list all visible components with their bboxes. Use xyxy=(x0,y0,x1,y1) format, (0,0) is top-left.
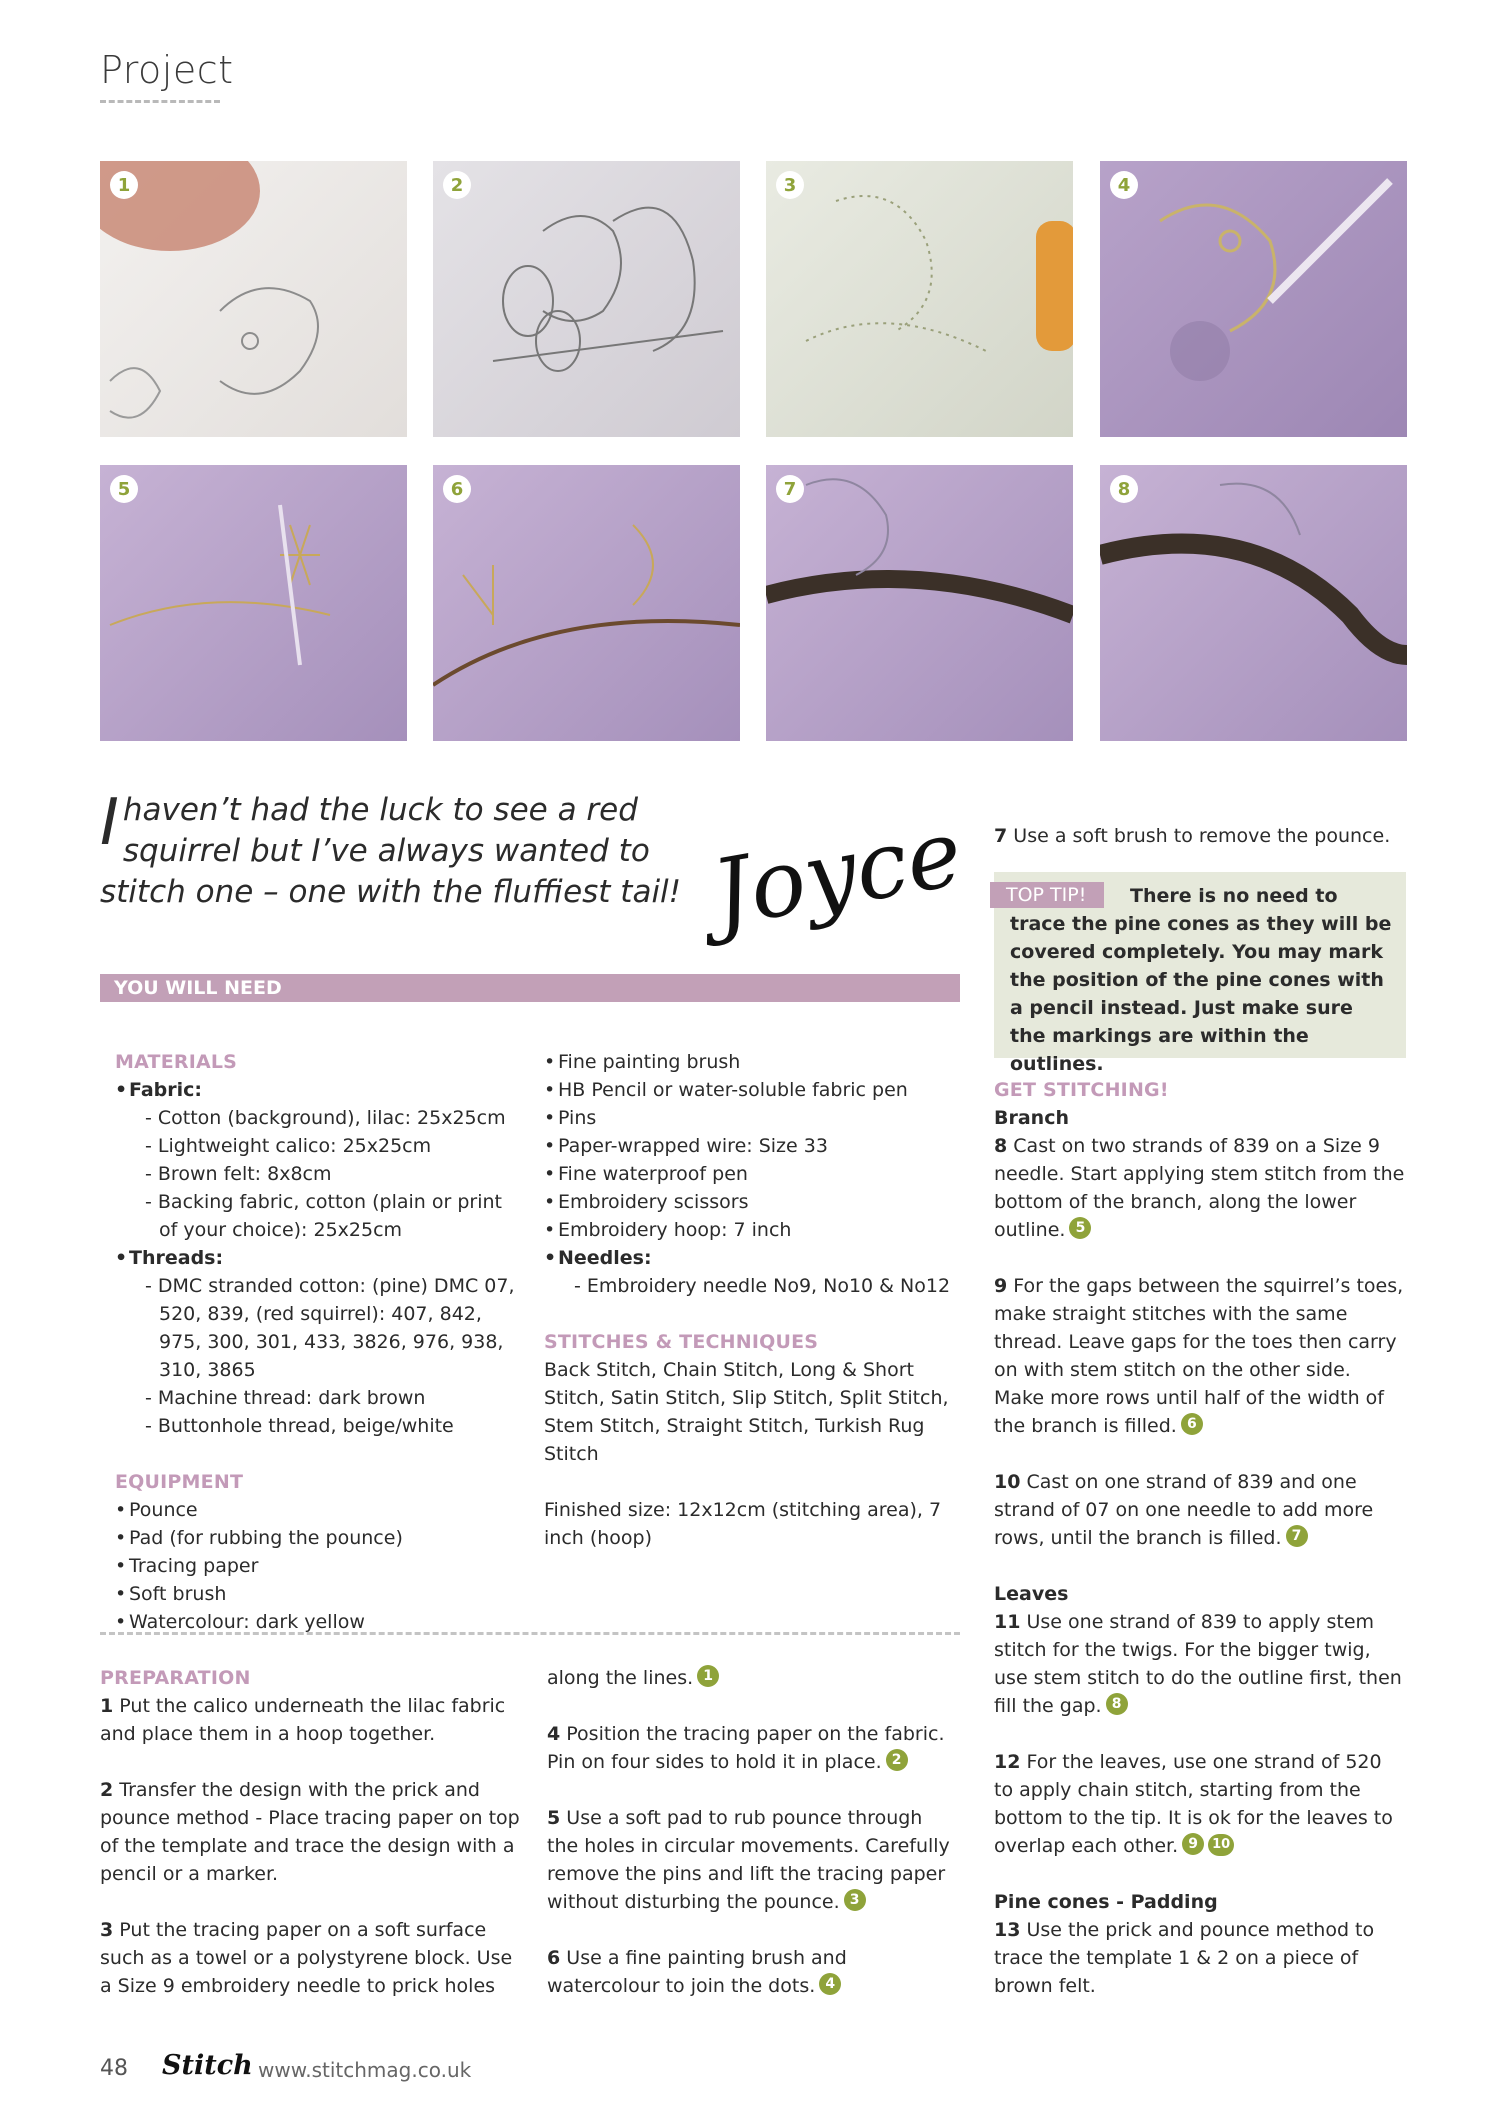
photo-ref-badge: 7 xyxy=(1286,1525,1308,1547)
designer-signature: Joyce xyxy=(704,799,970,948)
top-tip-box xyxy=(994,872,1406,1075)
top-tip-label: TOP TIP! xyxy=(990,882,1104,908)
equipment-item: • Soft brush xyxy=(115,1580,525,1608)
equipment-heading: EQUIPMENT xyxy=(115,1471,244,1493)
tool-item: • Fine waterproof pen xyxy=(544,1160,954,1188)
step-11: 11 Use one strand of 839 to apply stem stitch for the twigs. For the bigger twig, use stem stitch to do the outline first, then fill the gap. 8 xyxy=(994,1611,1402,1717)
leaves-subheading: Leaves xyxy=(994,1583,1069,1605)
stitches-heading: STITCHES & TECHNIQUES xyxy=(544,1331,819,1353)
tool-item: • Embroidery hoop: 7 inch xyxy=(544,1216,954,1244)
preparation-column-2 xyxy=(547,1664,957,2028)
needle-item: - Embroidery needle No9, No10 & No12 xyxy=(574,1275,951,1297)
intro-text: haven’t had the luck to see a red squirrel but I’ve always wanted to stitch one – one with the fluffiest tail! xyxy=(100,792,682,910)
photo-ref-badge: 5 xyxy=(1069,1217,1091,1239)
threads-label: • Threads: xyxy=(115,1244,525,1272)
step-2: 2 Transfer the design with the prick and pounce method - Place tracing paper on top of the template and trace the design with a pencil or a marker. xyxy=(100,1779,520,1885)
photo-illustration-6 xyxy=(433,465,740,741)
photo-ref-badge: 6 xyxy=(1181,1413,1203,1435)
step-3-continued: along the lines. 1 xyxy=(547,1664,957,1692)
magazine-logo: Stitch xyxy=(162,2050,253,2081)
photo-illustration-8 xyxy=(1100,465,1407,741)
fabric-item: - Cotton (background), lilac: 25x25cm xyxy=(145,1107,506,1129)
equipment-item: • Tracing paper xyxy=(115,1552,525,1580)
top-tip-text: There is no need to trace the pine cones as they will be covered completely. You may mark the position of the pine cones with a pencil instead. Just make sure the markings are within the outlines. xyxy=(1010,885,1392,1075)
photo-illustration-5 xyxy=(100,465,407,741)
thread-item: - Machine thread: dark brown xyxy=(145,1387,426,1409)
photo-ref-badge: 9 xyxy=(1182,1833,1204,1855)
tools-column xyxy=(544,1048,954,1552)
photo-number-badge: 7 xyxy=(776,475,804,503)
photo-number-badge: 1 xyxy=(110,171,138,199)
photo-ref-badge: 2 xyxy=(886,1749,908,1771)
step-10: 10 Cast on one strand of 839 and one strand of 07 on one needle to add more rows, until the branch is filled. 7 xyxy=(994,1471,1374,1549)
step-6: 6 Use a fine painting brush and watercolour to join the dots. 4 xyxy=(547,1947,847,1997)
photo-illustration-2 xyxy=(433,161,740,437)
pine-cones-subheading: Pine cones - Padding xyxy=(994,1891,1218,1913)
photo-illustration-4 xyxy=(1100,161,1407,437)
equipment-item: • Watercolour: dark yellow xyxy=(115,1608,525,1636)
tool-item: • Fine painting brush xyxy=(544,1048,954,1076)
photo-number-badge: 4 xyxy=(1110,171,1138,199)
finished-size: Finished size: 12x12cm (stitching area), 7 inch (hoop) xyxy=(544,1499,942,1549)
section-divider xyxy=(100,100,220,103)
step-1: 1 Put the calico underneath the lilac fabric and place them in a hoop together. xyxy=(100,1695,506,1745)
step-12: 12 For the leaves, use one strand of 520 to apply chain stitch, starting from the bottom to the tip. It is ok for the leaves to overlap each other. 9 10 xyxy=(994,1751,1393,1857)
step-7: 7 Use a soft brush to remove the pounce. xyxy=(994,825,1391,847)
footer-url[interactable]: www.stitchmag.co.uk xyxy=(258,2058,472,2082)
tool-item: • HB Pencil or water-soluble fabric pen xyxy=(544,1076,954,1104)
preparation-heading: PREPARATION xyxy=(100,1667,251,1689)
materials-column xyxy=(115,1048,525,1636)
photo-illustration-1 xyxy=(100,161,407,437)
intro-quote xyxy=(100,786,720,913)
step-4: 4 Position the tracing paper on the fabric. Pin on four sides to hold it in place. 2 xyxy=(547,1723,945,1773)
equipment-item: • Pounce xyxy=(115,1496,525,1524)
get-stitching-heading: GET STITCHING! xyxy=(994,1079,1169,1101)
photo-number-badge: 6 xyxy=(443,475,471,503)
step-photo-8 xyxy=(1100,465,1407,741)
equipment-item: • Pad (for rubbing the pounce) xyxy=(115,1524,525,1552)
stitching-column xyxy=(994,1076,1406,2028)
photo-number-badge: 8 xyxy=(1110,475,1138,503)
you-will-need-banner: YOU WILL NEED xyxy=(100,974,960,1002)
step-9: 9 For the gaps between the squirrel’s toes, make straight stitches with the same thread. Leave gaps for the toes then carry on with stem stitch on the other side. Make more rows until half of the width of the branch is filled. 6 xyxy=(994,1275,1404,1437)
photo-ref-badge: 3 xyxy=(844,1889,866,1911)
photo-number-badge: 2 xyxy=(443,171,471,199)
fabric-item: - Lightweight calico: 25x25cm xyxy=(145,1135,432,1157)
photo-ref-badge: 4 xyxy=(819,1973,841,1995)
thread-item: - Buttonhole thread, beige/white xyxy=(145,1415,454,1437)
fabric-item: - Brown felt: 8x8cm xyxy=(145,1163,332,1185)
page-number: 48 xyxy=(100,2056,128,2081)
step-photo-5 xyxy=(100,465,407,741)
intro-dropcap: I xyxy=(100,786,119,860)
step-photo-3 xyxy=(766,161,1073,437)
step-8: 8 Cast on two strands of 839 on a Size 9 needle. Start applying stem stitch from the bottom of the branch, along the lower outline. 5 xyxy=(994,1135,1405,1241)
step-13: 13 Use the prick and pounce method to trace the template 1 & 2 on a piece of brown felt. xyxy=(994,1919,1375,1997)
step-photo-7 xyxy=(766,465,1073,741)
section-label: Project xyxy=(100,48,234,92)
fabric-item: - Backing fabric, cotton (plain or print of your choice): 25x25cm xyxy=(145,1191,503,1241)
materials-heading: MATERIALS xyxy=(115,1051,238,1073)
stitches-list: Back Stitch, Chain Stitch, Long & Short Stitch, Satin Stitch, Slip Stitch, Split Stitch, Stem Stitch, Straight Stitch, Turkish Rug Stitch xyxy=(544,1359,949,1465)
photo-ref-badge: 1 xyxy=(697,1665,719,1687)
photo-ref-badge: 10 xyxy=(1208,1834,1234,1856)
tool-item: • Embroidery scissors xyxy=(544,1188,954,1216)
step-photo-1 xyxy=(100,161,407,437)
step-photo-6 xyxy=(433,465,740,741)
branch-subheading: Branch xyxy=(994,1107,1069,1129)
section-divider xyxy=(100,1632,960,1635)
step-3: 3 Put the tracing paper on a soft surface such as a towel or a polystyrene block. Use a Size 9 embroidery needle to prick holes xyxy=(100,1919,513,1997)
fabric-label: • Fabric: xyxy=(115,1076,525,1104)
photo-number-badge: 5 xyxy=(110,475,138,503)
needles-label: • Needles: xyxy=(544,1244,954,1272)
preparation-column-1 xyxy=(100,1664,520,2028)
step-photo-2 xyxy=(433,161,740,437)
tool-item: • Pins xyxy=(544,1104,954,1132)
photo-number-badge: 3 xyxy=(776,171,804,199)
step-5: 5 Use a soft pad to rub pounce through the holes in circular movements. Carefully remove the pins and lift the tracing paper without disturbing the pounce. 3 xyxy=(547,1807,950,1913)
tool-item: • Paper-wrapped wire: Size 33 xyxy=(544,1132,954,1160)
photo-illustration-7 xyxy=(766,465,1073,741)
photo-ref-badge: 8 xyxy=(1106,1693,1128,1715)
thread-item: - DMC stranded cotton: (pine) DMC 07, 520, 839, (red squirrel): 407, 842, 975, 300, 301, 433, 3826, 976, 938, 310, 3865 xyxy=(145,1275,515,1381)
step-photo-4 xyxy=(1100,161,1407,437)
photo-illustration-3 xyxy=(766,161,1073,437)
